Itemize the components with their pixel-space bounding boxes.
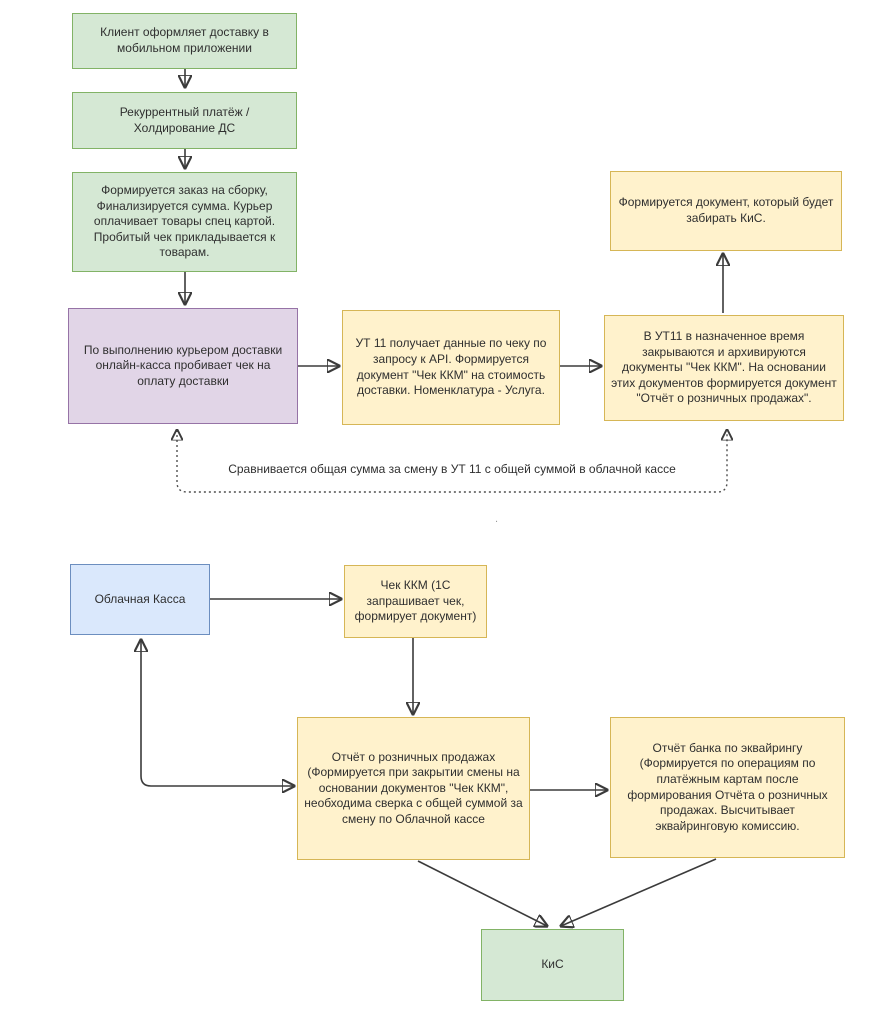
node-cloud-kassa-label: Облачная Касса	[94, 591, 186, 606]
node-kis-document	[610, 171, 842, 251]
edge-label-compare-sum: Сравнивается общая сумма за смену в УТ 11 с общей суммой в облачной кассе	[228, 462, 676, 476]
node-acquiring-report-label: Отчёт банка по эквайрингу (Формируется по операциям по платёжным картам после формирования Отчёта о розничных продажах. Высчитывает эквайринговую комиссию.	[627, 740, 828, 833]
node-ut11-archive	[604, 315, 844, 421]
node-retail-report-label: Отчёт о розничных продажах (Формируется при закрытии смены на основании документов "Чек ККМ", необходима сверка с общей суммой за смену по Облачной кассе	[304, 749, 523, 826]
node-client-order	[72, 13, 297, 69]
node-check-kkm	[344, 565, 487, 638]
node-retail-report	[297, 717, 530, 860]
node-assembly-order-label: Формируется заказ на сборку, Финализируется сумма. Курьер оплачивает товары спец картой. Пробитый чек прикладывается к товарам.	[93, 183, 276, 260]
node-client-order-label: Клиент оформляет доставку в мобильном приложении	[100, 25, 269, 55]
node-recurrent-payment	[72, 92, 297, 149]
dashed-compare-connector	[177, 430, 727, 492]
node-kis-document-label: Формируется документ, который будет забирать КиС.	[618, 195, 834, 225]
node-acquiring-report	[610, 717, 845, 858]
node-courier-delivery	[68, 308, 298, 424]
node-ut11-archive-label: В УТ11 в назначенное время закрываются и архивируются документы "Чек ККМ". На основании этих документов формируется документ "Отчёт о розничных продажах".	[611, 329, 837, 406]
arrow-acquiring-to-kis	[561, 859, 716, 926]
node-courier-delivery-label: По выполнению курьером доставки онлайн-касса пробивает чек на оплату доставки	[83, 342, 283, 388]
node-ut11-api	[342, 310, 560, 425]
node-recurrent-payment-label: Рекуррентный платёж / Холдирование ДС	[119, 104, 250, 135]
node-assembly-order	[72, 172, 297, 272]
node-ut11-api-label: УТ 11 получает данные по чеку по запросу к API. Формируется документ "Чек ККМ" на стоимость доставки. Номенклатура - Услуга.	[355, 336, 547, 398]
node-cloud-kassa	[70, 564, 210, 635]
node-kis-label: КиС	[541, 957, 564, 972]
arrow-kassa-retail-elbow	[141, 640, 294, 786]
node-check-kkm-label: Чек ККМ (1С запрашивает чек, формирует документ)	[354, 578, 477, 624]
arrow-retail-to-kis	[418, 861, 547, 926]
stray-dot: .	[495, 513, 499, 525]
node-kis	[481, 929, 624, 1001]
